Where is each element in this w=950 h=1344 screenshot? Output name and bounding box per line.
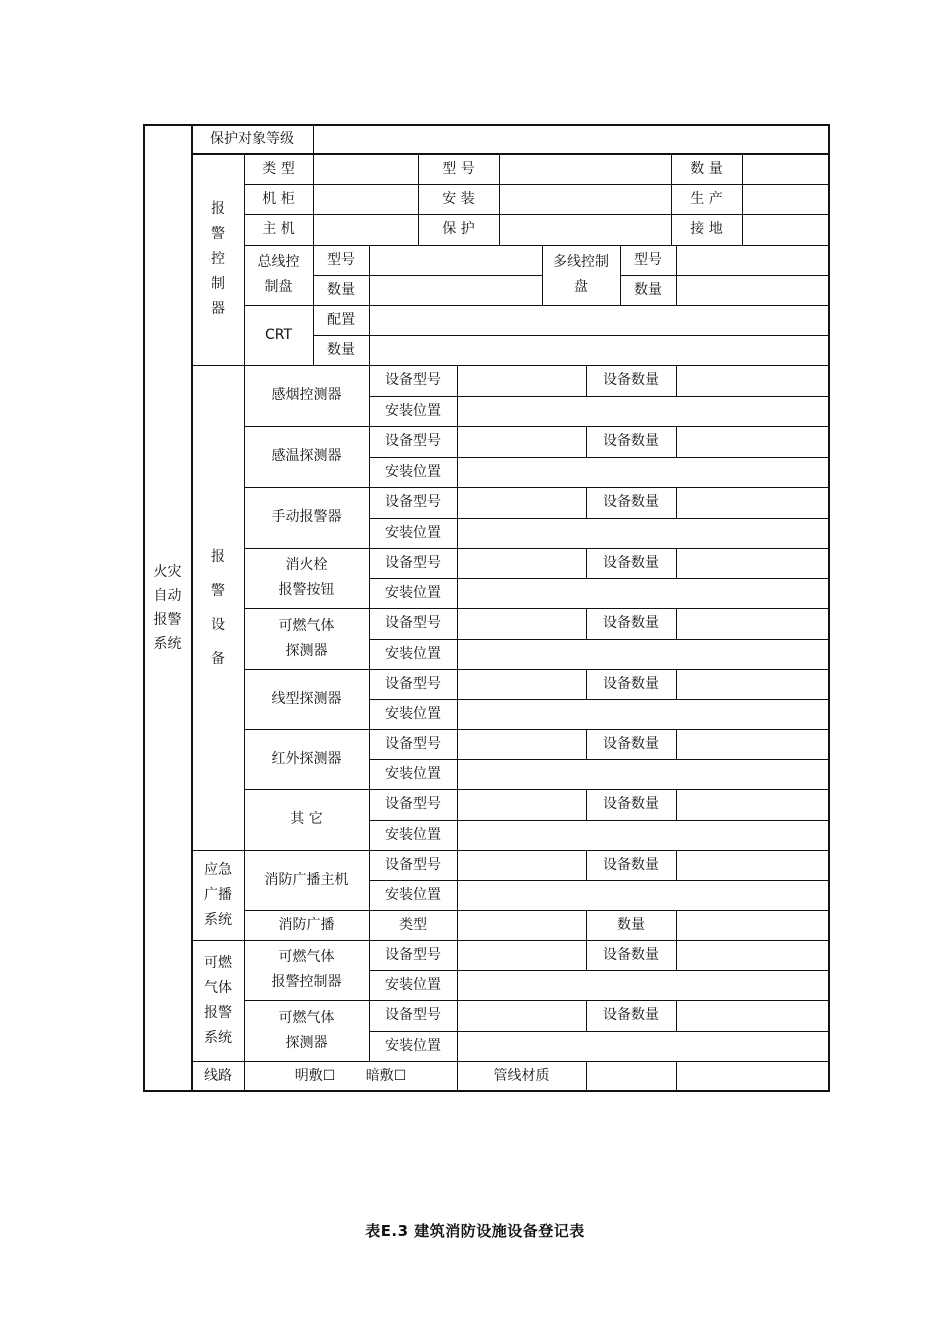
install-location-label: 安装位置 [385,826,441,843]
device-item-label: 可燃气体 探测器 [278,617,335,659]
controller-field-label: 类 型 [262,160,295,177]
install-location-label: 安装位置 [385,1037,441,1054]
bus-panel-model-label: 型号 [327,251,355,268]
device-qty-label: 设备数量 [603,735,659,752]
device-item-label: 手动报警器 [271,509,342,525]
device-model-label: 设备型号 [385,796,441,812]
install-location-label: 安装位置 [385,584,441,601]
alarm-devices-group-label: 报 警 设 备 [211,548,225,667]
registration-form-table [143,124,830,1092]
controller-field-label: 接 地 [690,221,723,237]
controller-field-label: 生 产 [690,190,723,207]
device-item-label: 线型探测器 [271,690,342,707]
device-item-label: 其 它 [290,811,323,827]
device-item-label: 感温探测器 [271,448,342,464]
install-location-label: 安装位置 [385,524,441,541]
pipe-material-label: 管线材质 [493,1067,550,1084]
device-model-label: 设备型号 [385,856,441,873]
device-item-label: 感烟控测器 [271,387,342,403]
table-caption: 表E.3 建筑消防设施设备登记表 [365,1222,585,1240]
broadcast-type-label: 类型 [399,916,427,933]
install-location-label: 安装位置 [385,402,441,419]
device-model-label: 设备型号 [385,1007,441,1023]
device-qty-label: 设备数量 [603,946,659,963]
controller-field-label: 机 柜 [262,190,295,207]
broadcast-speaker-label: 消防广播 [278,916,335,933]
device-qty-label: 设备数量 [603,615,659,631]
device-model-label: 设备型号 [385,554,441,571]
device-item-label: 消火栓 报警按钮 [278,557,335,598]
surface-mount-checkbox-label: 明敷☐ [294,1067,336,1084]
bus-panel-label: 总线控 制盘 [257,254,300,295]
install-location-label: 安装位置 [385,705,441,722]
install-location-label: 安装位置 [385,976,441,993]
broadcast-qty-label: 数量 [617,916,645,933]
device-model-label: 设备型号 [385,946,441,963]
controller-field-label: 保 护 [442,221,475,237]
device-qty-label: 设备数量 [603,675,659,692]
device-qty-label: 设备数量 [603,554,659,571]
controller-field-label: 数 量 [690,160,723,177]
controller-field-label: 主 机 [262,221,295,237]
system-title: 火灾 自动 报警 系统 [153,563,182,652]
gas-alarm-group-label: 可燃 气体 报警 系统 [204,954,232,1046]
gas-controller-label: 可燃气体 报警控制器 [271,949,342,990]
protection-level-label: 保护对象等级 [210,130,294,147]
crt-label: CRT [264,326,293,343]
install-location-label: 安装位置 [385,645,441,662]
multi-panel-label: 多线控制 盘 [553,254,609,295]
device-model-label: 设备型号 [385,433,441,449]
device-model-label: 设备型号 [385,372,441,388]
install-location-label: 安装位置 [385,463,441,480]
install-location-label: 安装位置 [385,765,441,782]
device-item-label: 红外探测器 [271,750,342,767]
controller-field-label: 型 号 [442,160,475,177]
wiring-label: 线路 [204,1067,232,1084]
bus-panel-qty-label: 数量 [327,281,355,298]
multi-panel-qty-label: 数量 [634,281,662,298]
device-qty-label: 设备数量 [603,796,659,812]
broadcast-group-label: 应急 广播 系统 [204,861,232,928]
device-qty-label: 设备数量 [603,856,659,873]
concealed-mount-checkbox-label: 暗敷☐ [365,1067,407,1084]
device-model-label: 设备型号 [385,615,441,631]
device-model-label: 设备型号 [385,494,441,510]
device-qty-label: 设备数量 [603,372,659,388]
crt-config-label: 配置 [327,311,355,328]
gas-detector-label: 可燃气体 探测器 [278,1009,335,1051]
multi-panel-model-label: 型号 [634,251,662,268]
device-model-label: 设备型号 [385,675,441,692]
install-location-label: 安装位置 [385,886,441,903]
device-qty-label: 设备数量 [603,433,659,449]
device-model-label: 设备型号 [385,735,441,752]
crt-qty-label: 数量 [327,341,355,358]
device-qty-label: 设备数量 [603,1007,659,1023]
table-border [143,124,830,1092]
controller-field-label: 安 装 [442,190,475,207]
device-qty-label: 设备数量 [603,494,659,510]
alarm-controller-group-label: 报 警 控 制 器 [211,201,225,317]
broadcast-host-label: 消防广播主机 [264,871,349,888]
